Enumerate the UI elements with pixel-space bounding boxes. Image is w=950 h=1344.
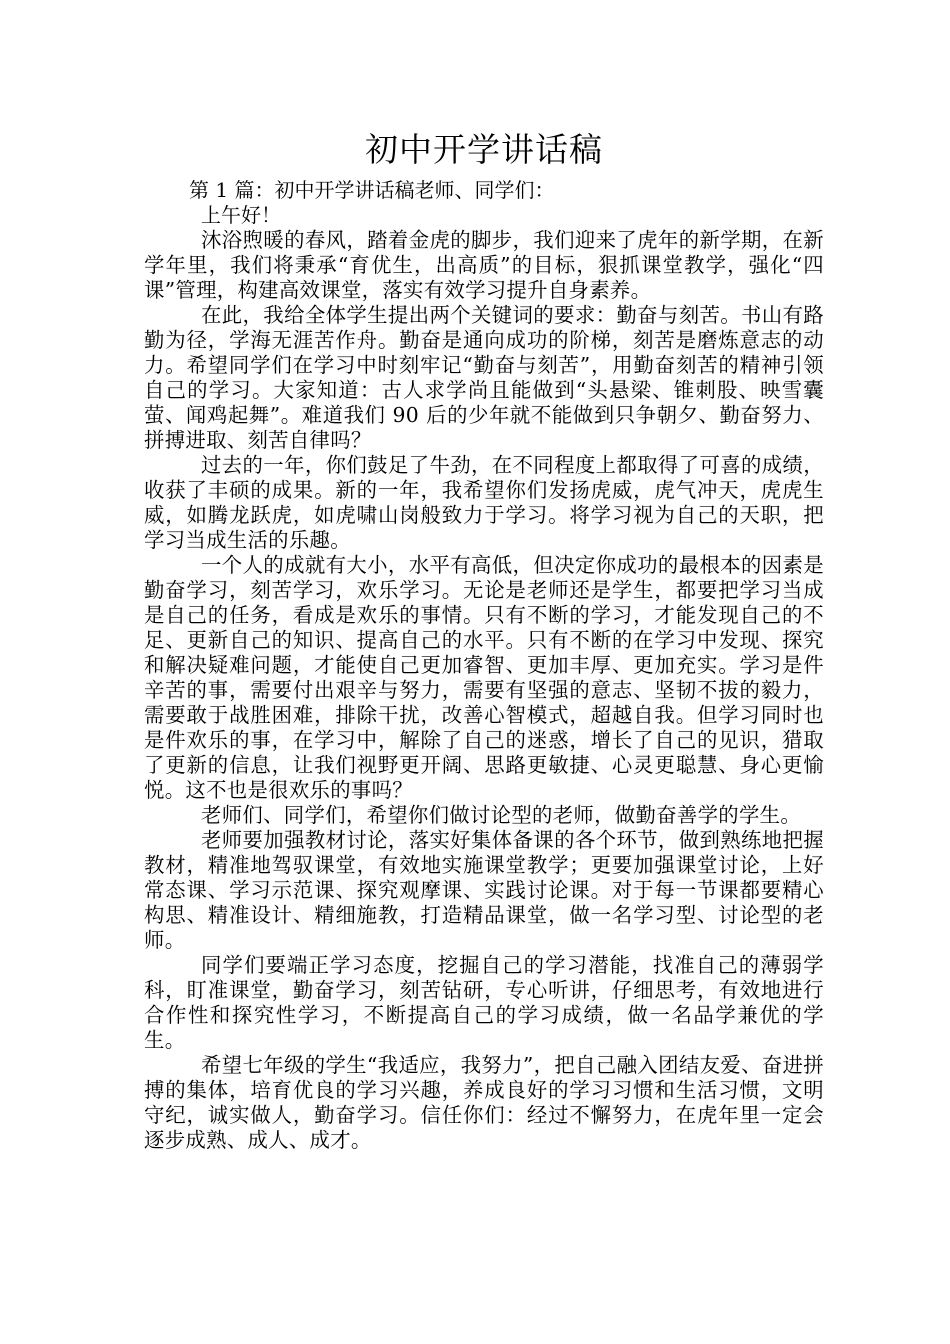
paragraph: 老师们、同学们，希望你们做讨论型的老师，做勤奋善学的学生。 [201, 803, 802, 827]
document-title: 初中开学讲话稿 [365, 130, 603, 169]
paragraph: 在此，我给全体学生提出两个关键词的要求：勤奋与刻苦。书山有路勤为径，学海无涯苦作舟。勤奋是通向成功的阶梯，刻苦是磨炼意志的动力。希望同学们在学习中时刻牢记“勤奋与刻苦”，用勤奋刻苦的精神引领自己的学习。大家知道：古人求学尚且能做到“头悬梁、锥刺股、映雪囊萤、闻鸡起舞”。难道我们 90 后的少年就不能做到只争朝夕、勤奋努力、拼搏进取、刻苦自律吗？ [144, 303, 824, 452]
paragraph: 希望七年级的学生“我适应，我努力”，把自己融入团结友爱、奋进拼搏的集体，培育优良的学习兴趣，养成良好的学习习惯和生活习惯，文明守纪，诚实做人，勤奋学习。信任你们：经过不懈努力，在虎年里一定会逐步成熟、成人、成才。 [144, 1053, 824, 1152]
greeting: 上午好！ [201, 203, 281, 227]
document-subtitle: 第 1 篇：初中开学讲话稿老师、同学们： [189, 178, 555, 202]
document-page [144, 128, 824, 1153]
paragraph: 同学们要端正学习态度，挖掘自己的学习潜能，找准自己的薄弱学科，盯准课堂，勤奋学习，刻苦钻研，专心听讲，仔细思考，有效地进行合作性和探究性学习，不断提高自己的学习成绩，做一名品学兼优的学生。 [144, 953, 824, 1052]
paragraph: 一个人的成就有大小，水平有高低，但决定你成功的最根本的因素是勤奋学习，刻苦学习，欢乐学习。无论是老师还是学生，都要把学习当成是自己的任务，看成是欢乐的事情。只有不断的学习，才能发现自己的不足、更新自己的知识、提高自己的水平。只有不断的在学习中发现、探究和解决疑难问题，才能使自己更加睿智、更加丰厚、更加充实。学习是件辛苦的事，需要付出艰辛与努力，需要有坚强的意志、坚韧不拔的毅力，需要敢于战胜困难，排除干扰，改善心智模式，超越自我。但学习同时也是件欢乐的事，在学习中，解除了自己的迷惑，增长了自己的见识，猎取了更新的信息，让我们视野更开阔、思路更敏捷、心灵更聪慧、身心更愉悦。这不也是很欢乐的事吗？ [144, 553, 824, 802]
paragraph: 过去的一年，你们鼓足了牛劲，在不同程度上都取得了可喜的成绩，收获了丰硕的成果。新的一年，我希望你们发扬虎威，虎气冲天，虎虎生威，如腾龙跃虎，如虎啸山岗般致力于学习。将学习视为自己的天职，把学习当成生活的乐趣。 [144, 453, 824, 552]
paragraph: 沐浴煦暖的春风，踏着金虎的脚步，我们迎来了虎年的新学期，在新学年里，我们将秉承“育优生，出高质”的目标，狠抓课堂教学，强化“四课”管理，构建高效课堂，落实有效学习提升自身素养。 [144, 228, 824, 302]
paragraph: 老师要加强教材讨论，落实好集体备课的各个环节，做到熟练地把握教材，精准地驾驭课堂，有效地实施课堂教学；更要加强课堂讨论，上好常态课、学习示范课、探究观摩课、实践讨论课。对于每一节课都要精心构思、精准设计、精细施教，打造精品课堂，做一名学习型、讨论型的老师。 [144, 828, 824, 952]
